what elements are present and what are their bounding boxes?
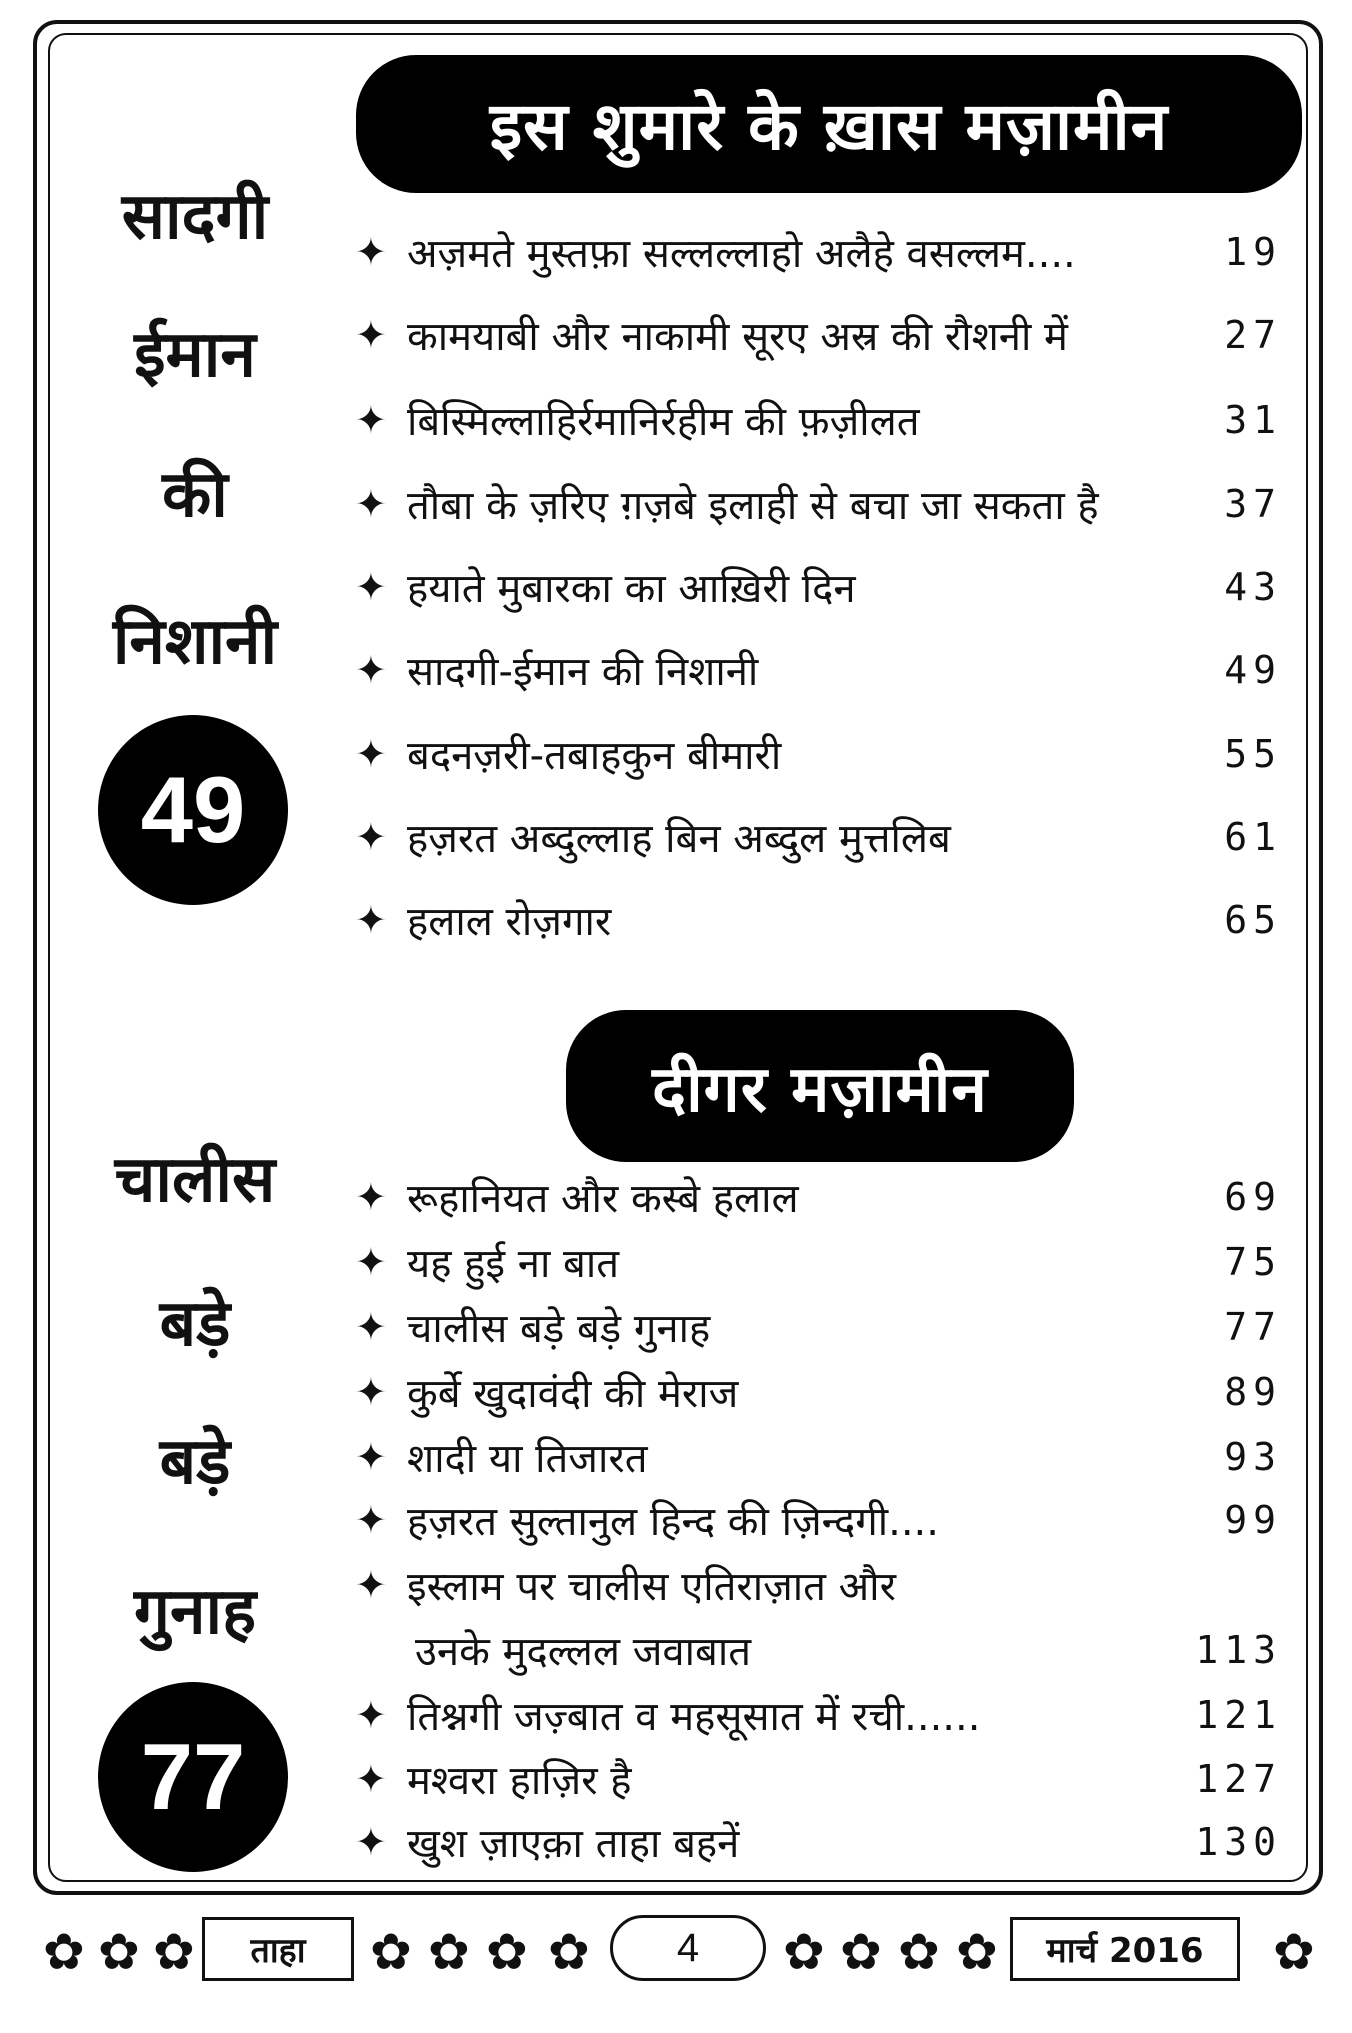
flower-icon: ✿ [428, 1923, 470, 1981]
toc-item[interactable] [355, 1370, 1282, 1420]
star-icon: ✦ [355, 482, 387, 526]
toc-title: हलाल रोज़गार [407, 899, 612, 945]
toc-page: 93 [1224, 1435, 1282, 1479]
star-icon: ✦ [355, 565, 387, 609]
toc-page: 113 [1195, 1628, 1282, 1672]
star-icon: ✦ [355, 1563, 387, 1607]
toc-page: 31 [1224, 398, 1282, 442]
footer-page-number: 4 [610, 1915, 766, 1981]
flower-icon: ✿ [486, 1923, 528, 1981]
toc-item[interactable] [355, 1563, 1282, 1613]
toc-title: यह हुई ना बात [407, 1241, 620, 1287]
flower-icon: ✿ [898, 1923, 940, 1981]
toc-item[interactable] [355, 1498, 1282, 1548]
footer [0, 1915, 1352, 2015]
flower-icon: ✿ [956, 1923, 998, 1981]
side-number-badge: 49 [98, 715, 288, 905]
star-icon: ✦ [355, 398, 387, 442]
toc-item[interactable] [355, 648, 1282, 698]
star-icon: ✦ [355, 1435, 387, 1479]
toc-page: 89 [1224, 1370, 1282, 1414]
toc-title: हज़रत सुल्तानुल हिन्द की ज़िन्दगी.... [407, 1499, 939, 1545]
issue-date: मार्च 2016 [1010, 1917, 1240, 1981]
toc-page: 127 [1195, 1757, 1282, 1801]
star-icon: ✦ [355, 898, 387, 942]
featured-section-title: इस शुमारे के ख़ास मज़ामीन [356, 55, 1302, 193]
toc-page: 37 [1224, 482, 1282, 526]
star-icon: ✦ [355, 1820, 387, 1864]
star-icon: ✦ [355, 1370, 387, 1414]
toc-page: 65 [1224, 898, 1282, 942]
star-icon: ✦ [355, 732, 387, 776]
side-word: बड़े [159, 1287, 231, 1361]
flower-icon: ✿ [783, 1923, 825, 1981]
toc-title: हयाते मुबारका का आख़िरी दिन [407, 566, 856, 612]
side-word: बड़े [159, 1425, 231, 1499]
flower-icon: ✿ [548, 1923, 590, 1981]
toc-page: 19 [1224, 230, 1282, 274]
star-icon: ✦ [355, 313, 387, 357]
star-icon: ✦ [355, 1498, 387, 1542]
side-number-badge: 77 [98, 1682, 288, 1872]
toc-item[interactable] [355, 398, 1282, 448]
star-icon: ✦ [355, 230, 387, 274]
side-word: सादगी [121, 180, 269, 254]
flower-icon: ✿ [840, 1923, 882, 1981]
toc-title-continuation: उनके मुदल्लल जवाबात [415, 1629, 751, 1675]
toc-page: 130 [1195, 1820, 1282, 1864]
flower-icon: ✿ [153, 1923, 195, 1981]
toc-page: 69 [1224, 1175, 1282, 1219]
toc-page: 61 [1224, 815, 1282, 859]
toc-title: रूहानियत और कस्बे हलाल [407, 1176, 799, 1222]
toc-item[interactable] [355, 482, 1282, 532]
toc-page: 75 [1224, 1240, 1282, 1284]
toc-item[interactable] [355, 1693, 1282, 1743]
toc-title: सादगी-ईमान की निशानी [407, 649, 759, 695]
toc-item[interactable] [355, 732, 1282, 782]
toc-item[interactable] [355, 815, 1282, 865]
toc-title: कुर्बे खुदावंदी की मेराज [407, 1371, 739, 1417]
toc-item[interactable] [355, 1175, 1282, 1225]
flower-icon: ✿ [98, 1923, 140, 1981]
toc-item[interactable] [355, 1820, 1282, 1870]
toc-title: खुश ज़ाएक़ा ताहा बहनें [407, 1821, 740, 1867]
toc-item[interactable] [355, 565, 1282, 615]
flower-icon: ✿ [1273, 1923, 1315, 1981]
toc-item-continuation[interactable] [355, 1628, 1282, 1678]
toc-title: तिश्नगी जज़्बात व महसूसात में रची...... [407, 1694, 981, 1740]
toc-title: बदनज़री-तबाहकुन बीमारी [407, 733, 782, 779]
toc-item[interactable] [355, 230, 1282, 280]
toc-title: शादी या तिजारत [407, 1436, 648, 1482]
toc-title: इस्लाम पर चालीस एतिराज़ात और [407, 1564, 896, 1610]
side-word: चालीस [114, 1143, 276, 1217]
toc-title: मश्वरा हाज़िर है [407, 1758, 632, 1804]
magazine-name: ताहा [202, 1917, 354, 1981]
side-word: गुनाह [133, 1575, 257, 1649]
toc-item[interactable] [355, 1757, 1282, 1807]
star-icon: ✦ [355, 1693, 387, 1737]
star-icon: ✦ [355, 1240, 387, 1284]
toc-item[interactable] [355, 1435, 1282, 1485]
flower-icon: ✿ [370, 1923, 412, 1981]
side-word: निशानी [112, 605, 278, 679]
flower-icon: ✿ [43, 1923, 85, 1981]
toc-page: 43 [1224, 565, 1282, 609]
toc-item[interactable] [355, 898, 1282, 948]
star-icon: ✦ [355, 1175, 387, 1219]
star-icon: ✦ [355, 648, 387, 692]
toc-page: 99 [1224, 1498, 1282, 1542]
star-icon: ✦ [355, 1757, 387, 1801]
star-icon: ✦ [355, 815, 387, 859]
toc-page: 27 [1224, 313, 1282, 357]
toc-item[interactable] [355, 313, 1282, 363]
toc-title: हज़रत अब्दुल्लाह बिन अब्दुल मुत्तलिब [407, 816, 951, 862]
toc-item[interactable] [355, 1305, 1282, 1355]
other-section-title: दीगर मज़ामीन [566, 1010, 1074, 1162]
star-icon: ✦ [355, 1305, 387, 1349]
toc-page: 77 [1224, 1305, 1282, 1349]
toc-title: तौबा के ज़रिए ग़ज़बे इलाही से बचा जा सकता है [407, 483, 1099, 529]
side-word: ईमान [134, 318, 256, 392]
toc-title: बिस्मिल्लाहिर्रमानिर्रहीम की फ़ज़ीलत [407, 399, 920, 445]
toc-title: कामयाबी और नाकामी सूरए अस्र की रौशनी में [407, 314, 1068, 360]
toc-page: 49 [1224, 648, 1282, 692]
toc-item[interactable] [355, 1240, 1282, 1290]
side-word: की [162, 458, 228, 532]
toc-page: 55 [1224, 732, 1282, 776]
toc-page: 121 [1195, 1693, 1282, 1737]
toc-title: चालीस बड़े बड़े गुनाह [407, 1306, 711, 1352]
toc-title: अज़मते मुस्तफ़ा सल्लल्लाहो अलैहे वसल्लम.... [407, 231, 1076, 277]
